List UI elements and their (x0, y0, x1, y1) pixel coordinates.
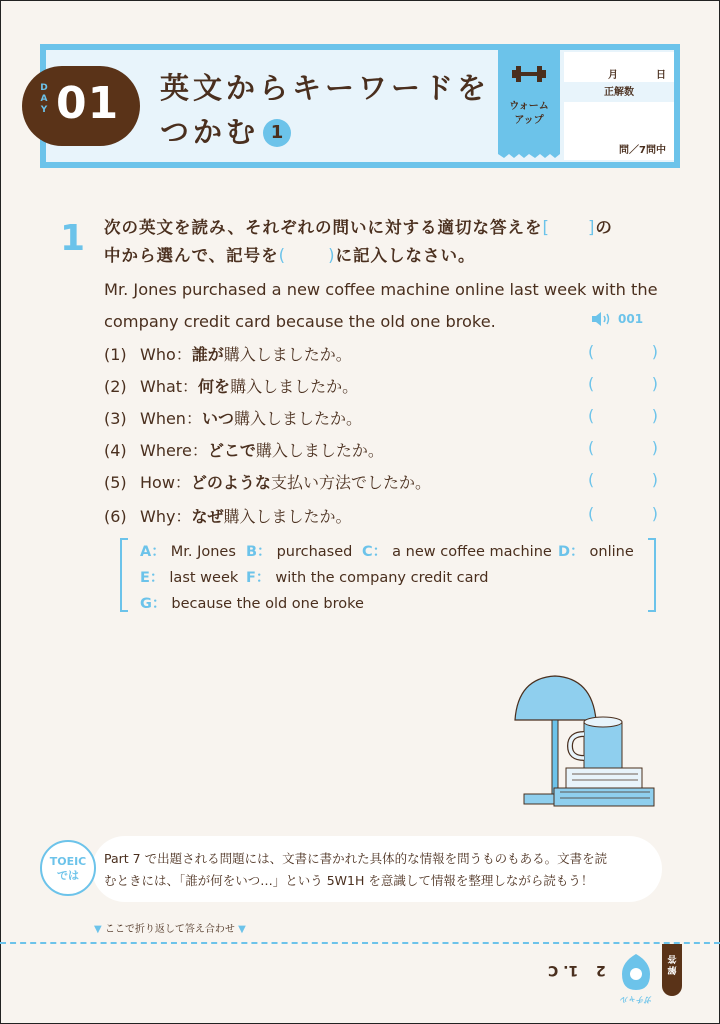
choice-a: A： Mr. Jones (140, 544, 236, 560)
item-number: (6) (104, 507, 127, 526)
question-item (104, 406, 660, 430)
fold-note-text: ここで折り返して答え合わせ (104, 924, 235, 935)
date-field[interactable] (564, 52, 674, 82)
item-rest: 購入しましたか。 (255, 441, 384, 460)
warmup-label-line1: ウォーム (509, 101, 549, 112)
answer-blank[interactable]: ( ) (588, 406, 658, 425)
choice-g: G： because the old one broke (140, 596, 364, 612)
warmup-tab-zigzag (498, 148, 560, 158)
tip-text (104, 848, 648, 892)
answer-blank[interactable]: ( ) (588, 470, 658, 489)
item-rest: 購入しましたか。 (223, 507, 352, 526)
item-wh: When： (140, 409, 202, 428)
question-item (104, 504, 660, 528)
item-rest: 購入しましたか。 (230, 377, 359, 396)
warmup-tab (498, 50, 560, 154)
speaker-icon (592, 312, 616, 326)
answer-blank[interactable]: ( ) (588, 342, 658, 361)
choice-d: D： online (558, 544, 634, 560)
mascot-icon (618, 950, 654, 996)
instruction-line2 (104, 242, 664, 266)
fold-dashed-line (0, 942, 720, 944)
score-label: 正解数 (604, 87, 634, 98)
answer-blank[interactable]: ( ) (588, 504, 658, 523)
tip-badge-line2: では (57, 869, 79, 882)
audio-track[interactable] (592, 312, 643, 326)
mascot-label: ガチャル (620, 995, 652, 1004)
tip-text-line2: むときには、「誰が何をいつ…」という 5W1H を意識して情報を整理しながら読もう！ (104, 873, 594, 888)
day-badge (22, 66, 140, 146)
day-label: DAY (40, 83, 48, 115)
bracket-open: [ (542, 218, 550, 237)
choice-e: E： last week (140, 570, 239, 586)
instruction-line1 (104, 214, 664, 238)
choices-bracket-right (648, 538, 656, 612)
item-wh: Where： (140, 441, 208, 460)
choice-c: C： a new coffee machine (362, 544, 552, 560)
dumbbell-icon (512, 64, 546, 84)
choice-f: F： with the company credit card (246, 570, 489, 586)
item-wh: Why： (140, 507, 192, 526)
warmup-label-line2: アップ (514, 115, 544, 126)
page-title-line1: 英文からキーワードを (160, 71, 491, 105)
choice-b: B： purchased (246, 544, 353, 560)
item-keyword: なぜ (191, 507, 224, 526)
answer-2: 2 (596, 962, 606, 978)
question-item (104, 470, 660, 494)
audio-track-number: 001 (618, 312, 644, 326)
answer-blank[interactable]: ( ) (588, 438, 658, 457)
item-number: (4) (104, 441, 127, 460)
item-wh: What： (140, 377, 199, 396)
item-keyword: いつ (201, 409, 234, 428)
bracket-close: ] (587, 218, 596, 237)
paren-close: ) (328, 246, 336, 265)
item-number: (5) (104, 473, 127, 492)
answer-1: 1. C (548, 962, 579, 978)
tip-badge-line1: TOEIC (49, 855, 87, 868)
passage-line1: Mr. Jones purchased a new coffee machine online last week with the (104, 280, 658, 299)
tip-text-line1: Part 7 で出題される問題には、文書に書かれた具体的な情報を問うものもある。文書を読 (104, 851, 608, 866)
item-keyword: 何を (198, 377, 231, 396)
item-number: (2) (104, 377, 127, 396)
title-number-badge: 1 (263, 119, 291, 147)
answer-tab (662, 944, 682, 996)
answer-tab-label: 解答 (667, 953, 677, 974)
passage-line2: company credit card because the old one broke. (104, 312, 496, 331)
item-number: (1) (104, 345, 127, 364)
toeic-tip-badge (40, 840, 96, 896)
day-number: 01 (56, 78, 120, 129)
score-unit: 問／7問中 (619, 145, 666, 156)
fold-note (94, 920, 246, 935)
score-field[interactable] (564, 102, 674, 160)
item-number: (3) (104, 409, 127, 428)
instruction-text-1b: の (595, 218, 613, 237)
instruction-text-1a: 次の英文を読み、それぞれの問いに対する適切な答えを (104, 218, 543, 237)
item-rest: 購入しましたか。 (233, 409, 362, 428)
item-rest: 支払い方法でしたか。 (270, 473, 431, 492)
day-label-jp: 日 (656, 70, 666, 81)
answer-blank[interactable]: ( ) (588, 374, 658, 393)
item-keyword: どこで (207, 441, 256, 460)
page-title-line2-text: つかむ (160, 115, 260, 149)
triangle-down-icon: ▼ (94, 924, 102, 935)
instruction-text-2b: に記入しなさい。 (335, 246, 476, 265)
warmup-label (498, 100, 560, 128)
triangle-down-icon: ▼ (238, 924, 246, 935)
item-keyword: どのような (190, 473, 271, 492)
question-item (104, 342, 660, 366)
paren-open: ( (278, 246, 287, 265)
item-rest: 購入しましたか。 (223, 345, 352, 364)
question-item (104, 374, 660, 398)
question-number: 1 (60, 218, 86, 259)
month-label: 月 (608, 70, 618, 81)
item-keyword: 誰が (191, 345, 224, 364)
item-wh: How： (140, 473, 191, 492)
item-wh: Who： (140, 345, 192, 364)
desk-illustration (510, 668, 660, 810)
instruction-text-2a: 中から選んで、記号を (104, 246, 279, 265)
tip-bubble (92, 836, 662, 902)
page-title-line2 (160, 110, 291, 151)
choices-bracket-left (120, 538, 128, 612)
question-item (104, 438, 660, 462)
choices-box (120, 538, 656, 614)
